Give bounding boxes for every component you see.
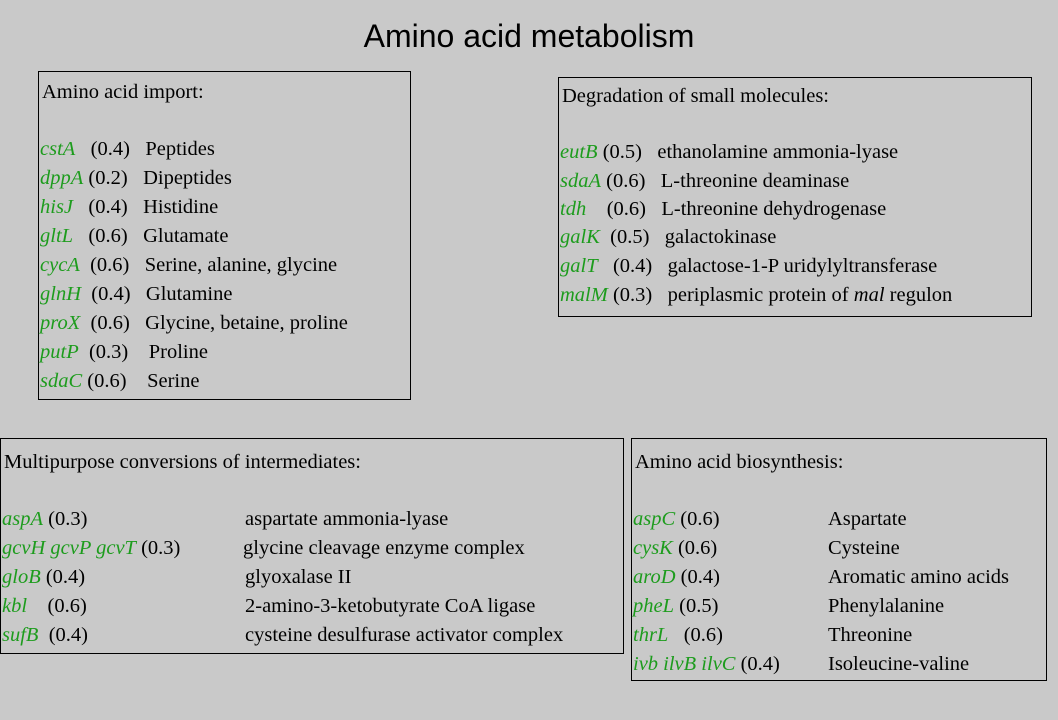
gene-description-tail: regulon xyxy=(889,284,953,306)
list-item xyxy=(40,165,232,191)
gene-description: Serine xyxy=(147,370,200,392)
gene-value: (0.6) xyxy=(606,198,646,220)
list-item xyxy=(40,281,232,307)
gene-description: galactokinase xyxy=(664,226,777,248)
gene-value: (0.4) xyxy=(88,196,128,218)
panel-heading: Amino acid import: xyxy=(42,81,204,103)
gene-description: ethanolamine ammonia-lyase xyxy=(657,141,899,163)
gene-description: glyoxalase II xyxy=(245,566,352,588)
list-item xyxy=(40,368,199,394)
gene-description: Aromatic amino acids xyxy=(828,566,1010,588)
gene-name: galK xyxy=(560,226,600,248)
biosynthesis-panel xyxy=(631,438,1047,681)
gene-name: malM xyxy=(560,284,608,306)
gene-name: eutB xyxy=(560,141,598,163)
gene-value: (0.6) xyxy=(606,170,646,192)
gene-value: (0.6) xyxy=(683,624,723,646)
gene-value: (0.6) xyxy=(47,595,87,617)
list-item xyxy=(633,564,1045,590)
gene-description: galactose-1-P uridylyltransferase xyxy=(667,255,938,277)
list-item xyxy=(633,622,1045,648)
gene-description-italic: mal xyxy=(853,284,885,306)
gene-name: sdaC xyxy=(40,370,83,392)
gene-name: ivb ilvB ilvC xyxy=(633,653,736,675)
gene-description: aspartate ammonia-lyase xyxy=(245,508,449,530)
gene-description: Proline xyxy=(148,341,208,363)
gene-name: kbl xyxy=(2,595,28,617)
gene-value: (0.3) xyxy=(88,341,129,363)
list-item xyxy=(560,253,937,279)
panel-heading: Degradation of small molecules: xyxy=(562,85,829,107)
gene-description: Peptides xyxy=(145,138,215,160)
gene-value: (0.6) xyxy=(90,254,130,276)
gene-value: (0.5) xyxy=(679,595,719,617)
list-item xyxy=(40,223,228,249)
list-item xyxy=(40,194,218,220)
list-item xyxy=(40,310,348,336)
gene-value: (0.4) xyxy=(91,283,131,305)
gene-name: aspC xyxy=(633,508,676,530)
gene-name: gltL xyxy=(40,225,74,247)
gene-name: aroD xyxy=(633,566,676,588)
gene-value: (0.4) xyxy=(680,566,720,588)
list-item xyxy=(40,339,208,365)
list-item xyxy=(633,593,1045,619)
gene-value: (0.4) xyxy=(90,138,130,160)
gene-description: Threonine xyxy=(828,624,913,646)
list-item xyxy=(40,252,337,278)
list-item xyxy=(633,651,1045,677)
list-item xyxy=(2,564,622,590)
gene-name: cstA xyxy=(40,138,76,160)
gene-value: (0.5) xyxy=(602,141,642,163)
gene-name: cycA xyxy=(40,254,80,276)
list-item xyxy=(2,622,622,648)
gene-description: Cysteine xyxy=(828,537,900,559)
gene-name: tdh xyxy=(560,198,587,220)
gene-value: (0.6) xyxy=(88,225,128,247)
list-item xyxy=(2,535,622,561)
gene-value: (0.6) xyxy=(680,508,720,530)
gene-description: Aspartate xyxy=(828,508,907,530)
gene-name: dppA xyxy=(40,167,84,189)
gene-name: gcvH gcvP gcvT xyxy=(2,537,136,559)
gene-description: Glutamine xyxy=(145,283,233,305)
gene-value: (0.4) xyxy=(740,653,780,675)
gene-description: periplasmic protein of xyxy=(667,284,849,306)
gene-name: sufB xyxy=(2,624,39,646)
gene-value: (0.6) xyxy=(87,370,127,392)
list-item xyxy=(633,535,1045,561)
list-item xyxy=(633,506,1045,532)
gene-name: thrL xyxy=(633,624,669,646)
gene-description: glycine cleavage enzyme complex xyxy=(243,537,525,559)
list-item xyxy=(40,136,215,162)
gene-name: sdaA xyxy=(560,170,601,192)
gene-value: (0.3) xyxy=(612,284,653,306)
gene-description: Glycine, betaine, proline xyxy=(145,312,348,334)
panel-heading: Amino acid biosynthesis: xyxy=(635,451,844,473)
panel-heading: Multipurpose conversions of intermediates: xyxy=(4,451,361,473)
gene-value: (0.4) xyxy=(612,255,653,277)
multipurpose-panel xyxy=(0,438,624,654)
degradation-panel xyxy=(558,77,1032,317)
gene-value: (0.2) xyxy=(88,167,128,189)
list-item xyxy=(560,196,886,222)
gene-name: glnH xyxy=(40,283,81,305)
gene-name: galT xyxy=(560,255,598,277)
gene-description: Histidine xyxy=(143,196,219,218)
gene-name: gloB xyxy=(2,566,41,588)
gene-name: aspA xyxy=(2,508,43,530)
list-item xyxy=(2,593,622,619)
list-item xyxy=(560,168,849,194)
list-item xyxy=(560,282,952,308)
list-item xyxy=(560,139,898,165)
gene-value: (0.6) xyxy=(90,312,130,334)
list-item xyxy=(560,224,776,250)
gene-name: cysK xyxy=(633,537,673,559)
gene-description: Phenylalanine xyxy=(828,595,945,617)
gene-value: (0.3) xyxy=(141,537,181,559)
gene-description: Serine, alanine, glycine xyxy=(144,254,338,276)
gene-value: (0.5) xyxy=(610,226,650,248)
gene-value: (0.4) xyxy=(48,624,88,646)
amino-acid-import-panel xyxy=(38,71,411,400)
gene-value: (0.4) xyxy=(45,566,86,588)
gene-description: L-threonine deaminase xyxy=(660,170,850,192)
gene-description: L-threonine dehydrogenase xyxy=(661,198,887,220)
page-title: Amino acid metabolism xyxy=(363,18,695,54)
gene-name: putP xyxy=(40,341,79,363)
gene-value: (0.3) xyxy=(48,508,88,530)
gene-name: pheL xyxy=(633,595,674,617)
gene-name: proX xyxy=(40,312,81,334)
gene-description: Glutamate xyxy=(143,225,229,247)
gene-value: (0.6) xyxy=(677,537,718,559)
gene-description: 2-amino-3-ketobutyrate CoA ligase xyxy=(245,595,536,617)
gene-description: cysteine desulfurase activator complex xyxy=(245,624,564,646)
gene-description: Isoleucine-valine xyxy=(828,653,970,675)
gene-name: hisJ xyxy=(40,196,74,218)
list-item xyxy=(2,506,622,532)
gene-description: Dipeptides xyxy=(143,167,232,189)
